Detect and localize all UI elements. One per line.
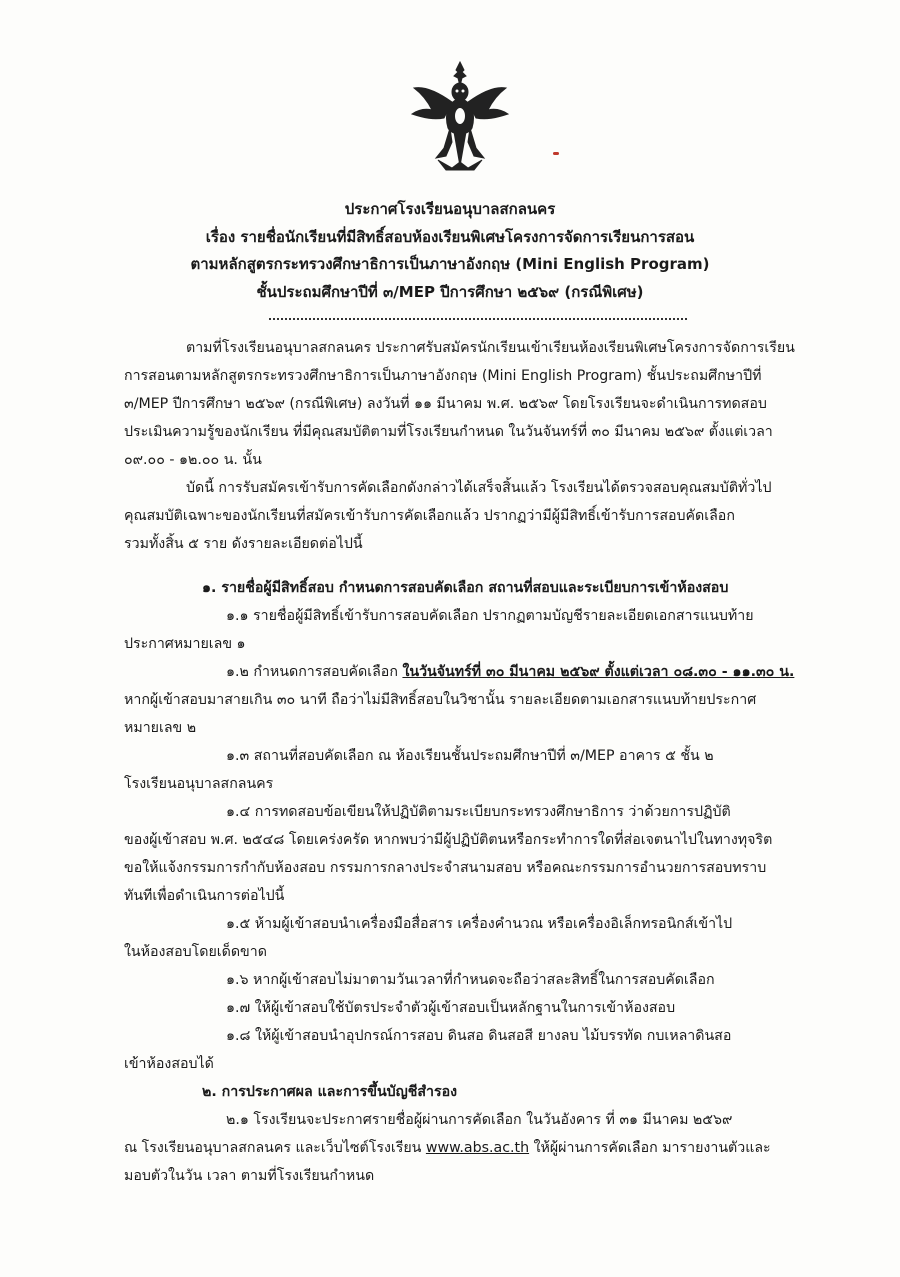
item-1-6: ๑.๖ หากผู้เข้าสอบไม่มาตามวันเวลาที่กำหนดจะถือว่าสละสิทธิ์ในการสอบคัดเลือก <box>226 972 715 988</box>
item-1-4-cont: ของผู้เข้าสอบ พ.ศ. ๒๕๔๘ โดยเคร่งครัด หากพบว่ามีผู้ปฏิบัติตนหรือกระทำการใดที่ส่อเจตนาไปในทางทุจริต <box>124 832 773 848</box>
school-website-link[interactable]: www.abs.ac.th <box>425 1140 530 1156</box>
item-1-8-cont: เข้าห้องสอบได้ <box>124 1056 214 1072</box>
item-1-1-cont: ประกาศหมายเลข ๑ <box>124 636 246 652</box>
intro-p1-line: ตามที่โรงเรียนอนุบาลสกลนคร ประกาศรับสมัครนักเรียนเข้าเรียนห้องเรียนพิเศษโครงการจัดการเรียน <box>186 340 795 356</box>
exam-date-underlined: ในวันจันทร์ที่ ๓๐ มีนาคม ๒๕๖๙ ตั้งแต่เวลา ๐๘.๓๐ - ๑๑.๓๐ น. <box>402 664 795 680</box>
intro-p2-line: รวมทั้งสิ้น ๕ ราย ดังรายละเอียดต่อไปนี้ <box>124 536 363 552</box>
item-1-4: ๑.๔ การทดสอบข้อเขียนให้ปฏิบัติตามระเบียบกระทรวงศึกษาธิการ ว่าด้วยการปฏิบัติ <box>226 804 731 820</box>
item-1-2-cont: หากผู้เข้าสอบมาสายเกิน ๓๐ นาที ถือว่าไม่มีสิทธิ์สอบในวิชานั้น รายละเอียดตามเอกสารแนบท้ายประกาศ <box>124 692 757 708</box>
garuda-emblem-icon <box>408 58 512 174</box>
intro-p1-line: ๐๙.๐๐ - ๑๒.๐๐ น. นั้น <box>124 452 262 468</box>
item-2-1-cont: มอบตัวในวัน เวลา ตามที่โรงเรียนกำหนด <box>124 1168 375 1184</box>
item-1-2 <box>124 658 824 686</box>
header-line-4: ชั้นประถมศึกษาปีที่ ๓/MEP ปีการศึกษา ๒๕๖๙ (กรณีพิเศษ) <box>256 282 644 301</box>
header-line-1: ประกาศโรงเรียนอนุบาลสกลนคร <box>344 200 556 218</box>
section-1 <box>124 574 824 1078</box>
intro-p2-line: คุณสมบัติเฉพาะของนักเรียนที่สมัครเข้ารับการคัดเลือกแล้ว ปรากฏว่ามีผู้มีสิทธิ์เข้ารับการสอบคัดเลือก <box>124 508 735 524</box>
intro-p1-line: ๓/MEP ปีการศึกษา ๒๕๖๙ (กรณีพิเศษ) ลงวันที่ ๑๑ มีนาคม พ.ศ. ๒๕๖๙ โดยโรงเรียนจะดำเนินการทดสอบ <box>124 396 767 412</box>
item-1-4-cont: ขอให้แจ้งกรรมการกำกับห้องสอบ กรรมการกลางประจำสนามสอบ หรือคณะกรรมการอำนวยการสอบทราบ <box>124 860 767 876</box>
intro-paragraphs <box>124 334 824 558</box>
item-2-1-suffix: ให้ผู้ผ่านการคัดเลือก มารายงานตัวและ <box>529 1140 771 1156</box>
item-1-2-cont: หมายเลข ๒ <box>124 720 197 736</box>
intro-p1-line: การสอนตามหลักสูตรกระทรวงศึกษาธิการเป็นภาษาอังกฤษ (Mini English Program) ชั้นประถมศึกษาปีที่ <box>124 368 762 384</box>
dotted-divider <box>269 318 687 320</box>
header-line-2: เรื่อง รายชื่อนักเรียนที่มีสิทธิ์สอบห้องเรียนพิเศษโครงการจัดการเรียนการสอน <box>205 227 695 246</box>
item-1-5: ๑.๕ ห้ามผู้เข้าสอบนำเครื่องมือสื่อสาร เครื่องคำนวณ หรือเครื่องอิเล็กทรอนิกส์เข้าไป <box>226 916 733 932</box>
item-2-1-cont <box>124 1134 824 1162</box>
item-1-2-prefix: ๑.๒ กำหนดการสอบคัดเลือก <box>226 664 403 680</box>
item-2-1: ๒.๑ โรงเรียนจะประกาศรายชื่อผู้ผ่านการคัดเลือก ในวันอังคาร ที่ ๓๑ มีนาคม ๒๕๖๙ <box>226 1112 733 1128</box>
item-1-7: ๑.๗ ให้ผู้เข้าสอบใช้บัตรประจำตัวผู้เข้าสอบเป็นหลักฐานในการเข้าห้องสอบ <box>226 1000 676 1016</box>
section-1-title: ๑. รายชื่อผู้มีสิทธิ์สอบ กำหนดการสอบคัดเลือก สถานที่สอบและระเบียบการเข้าห้องสอบ <box>202 580 729 596</box>
item-1-4-cont: ทันทีเพื่อดำเนินการต่อไปนี้ <box>124 888 285 904</box>
item-1-1: ๑.๑ รายชื่อผู้มีสิทธิ์เข้ารับการสอบคัดเลือก ปรากฏตามบัญชีรายละเอียดเอกสารแนบท้าย <box>226 608 754 624</box>
item-2-1-prefix: ณ โรงเรียนอนุบาลสกลนคร และเว็บไซต์โรงเรียน <box>124 1140 426 1156</box>
item-1-3: ๑.๓ สถานที่สอบคัดเลือก ณ ห้องเรียนชั้นประถมศึกษาปีที่ ๓/MEP อาคาร ๕ ชั้น ๒ <box>226 748 714 764</box>
item-1-3-cont: โรงเรียนอนุบาลสกลนคร <box>124 776 274 792</box>
ink-mark <box>553 152 559 155</box>
item-1-5-cont: ในห้องสอบโดยเด็ดขาด <box>124 944 267 960</box>
announcement-header <box>0 196 900 306</box>
section-2-title: ๒. การประกาศผล และการขึ้นบัญชีสำรอง <box>202 1084 458 1100</box>
intro-p2-line: บัดนี้ การรับสมัครเข้ารับการคัดเลือกดังกล่าวได้เสร็จสิ้นแล้ว โรงเรียนได้ตรวจสอบคุณสมบัติทั่วไป <box>186 480 772 496</box>
section-2 <box>124 1078 824 1190</box>
header-line-3: ตามหลักสูตรกระทรวงศึกษาธิการเป็นภาษาอังกฤษ (Mini English Program) <box>190 255 710 273</box>
intro-p1-line: ประเมินความรู้ของนักเรียน ที่มีคุณสมบัติตามที่โรงเรียนกำหนด ในวันจันทร์ที่ ๓๐ มีนาคม ๒๕๖๙ ตั้งแต่เวลา <box>124 424 773 440</box>
item-1-8: ๑.๘ ให้ผู้เข้าสอบนำอุปกรณ์การสอบ ดินสอ ดินสอสี ยางลบ ไม้บรรทัด กบเหลาดินสอ <box>226 1028 732 1044</box>
